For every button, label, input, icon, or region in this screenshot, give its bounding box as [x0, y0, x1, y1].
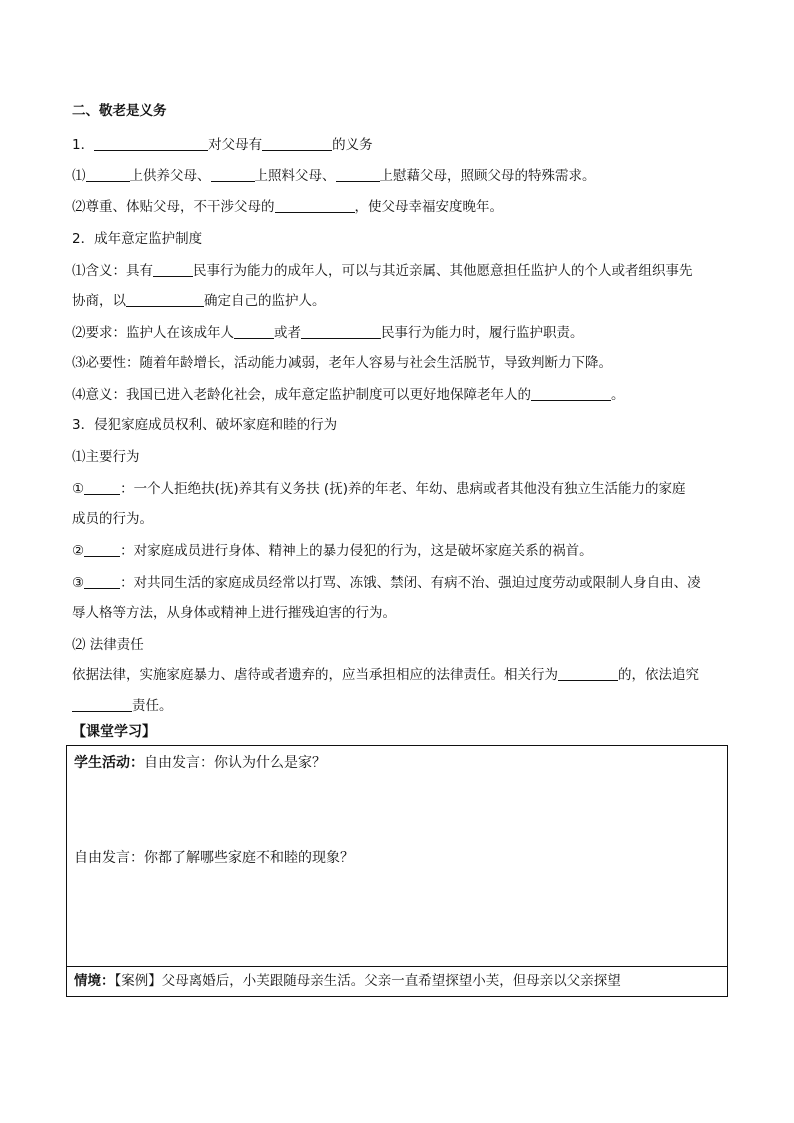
scenario-label: 情境： — [74, 973, 115, 989]
blank[interactable] — [234, 324, 274, 339]
blank[interactable] — [86, 167, 130, 182]
item-2: 2．成年意定监护制度 — [72, 231, 203, 247]
text: 的，依法追究 — [618, 667, 699, 683]
label: ② — [72, 543, 85, 559]
text: 或者 — [274, 325, 301, 341]
label: ⑴ — [72, 168, 86, 184]
blank[interactable] — [262, 136, 332, 151]
blank[interactable] — [558, 666, 618, 681]
item-2-1-cont — [72, 292, 732, 310]
item-3-1: ⑴主要行为 — [72, 449, 140, 465]
text: 依据法律，实施家庭暴力、虐待或者遗弃的，应当承担相应的法律责任。相关行为 — [72, 667, 558, 683]
text: 。 — [611, 387, 625, 403]
class-header: 【课堂学习】 — [72, 724, 156, 740]
item-3-2: ⑵ 法律责任 — [72, 637, 144, 653]
text: 民事行为能力的成年人，可以与其近亲属、其他愿意担任监护人的个人或者组织事先 — [193, 263, 693, 279]
blank[interactable] — [301, 324, 381, 339]
item-2-1 — [72, 262, 732, 280]
blank[interactable] — [72, 697, 132, 712]
blank[interactable] — [153, 262, 193, 277]
item-3: 3．侵犯家庭成员权利、破坏家庭和睦的行为 — [72, 417, 338, 433]
item-3-1-c — [72, 574, 732, 592]
scenario-text: 【案例】父母离婚后，小芙跟随母亲生活。父亲一直希望探望小芙，但母亲以父亲探望 — [114, 973, 621, 989]
item-3-1-b — [72, 542, 732, 560]
text: ：一个人拒绝扶(抚)养其有义务扶 (抚)养的年老、年幼、患病或者其他没有独立生活能力的家庭 — [120, 481, 686, 497]
activity-q1 — [74, 754, 326, 772]
text: ⑴含义：具有 — [72, 263, 153, 279]
blank[interactable] — [84, 480, 120, 495]
text: ⑵尊重、体贴父母，不干涉父母的 — [72, 199, 275, 215]
activity-question: 自由发言：你认为什么是家？ — [144, 755, 326, 771]
item-1-1 — [72, 167, 732, 185]
item-3-2-b — [72, 697, 732, 715]
text: ：对共同生活的家庭成员经常以打骂、冻饿、禁闭、有病不治、强迫过度劳动或限制人身自由、凌 — [120, 575, 701, 591]
item-1-number: 1． — [72, 137, 95, 153]
item-1-text: 对父母有 — [208, 137, 263, 153]
blank[interactable] — [211, 167, 255, 182]
label: ③ — [72, 575, 85, 591]
text: 协商，以 — [72, 293, 126, 309]
activity-label: 学生活动： — [74, 755, 144, 771]
text: ⑷意义：我国已进入老龄化社会，成年意定监护制度可以更好地保障老年人的 — [72, 387, 531, 403]
blank[interactable] — [336, 167, 380, 182]
item-1-2 — [72, 198, 732, 216]
text: 上照料父母、 — [254, 168, 336, 184]
blank[interactable] — [84, 574, 120, 589]
scenario-line — [74, 972, 621, 990]
text: 责任。 — [132, 698, 173, 714]
text: ：对家庭成员进行身体、精神上的暴力侵犯的行为，这是破坏家庭关系的祸首。 — [120, 543, 593, 559]
text: ⑵要求：监护人在该成年人 — [72, 325, 234, 341]
blank[interactable] — [126, 292, 204, 307]
activity-box — [66, 745, 728, 997]
item-3-1-a — [72, 480, 732, 498]
blank[interactable] — [275, 198, 355, 213]
text: 民事行为能力时，履行监护职责。 — [381, 325, 584, 341]
blank[interactable] — [94, 136, 208, 151]
activity-q2: 自由发言：你都了解哪些家庭不和睦的现象？ — [74, 850, 354, 866]
blank[interactable] — [531, 386, 611, 401]
item-2-4 — [72, 386, 732, 404]
text: 上供养父母、 — [129, 168, 211, 184]
divider — [67, 966, 727, 967]
item-1 — [72, 136, 732, 154]
item-3-1-c-cont: 辱人格等方法，从身体或精神上进行摧残迫害的行为。 — [72, 605, 396, 621]
item-3-2-a — [72, 666, 732, 684]
item-2-3: ⑶必要性：随着年龄增长，活动能力减弱，老年人容易与社会生活脱节，导致判断力下降。 — [72, 355, 612, 371]
label: ① — [72, 481, 85, 497]
text: ，使父母幸福安度晚年。 — [354, 199, 503, 215]
item-3-1-a-cont: 成员的行为。 — [72, 511, 153, 527]
item-2-2 — [72, 324, 732, 342]
text: 上慰藉父母，照顾父母的特殊需求。 — [379, 168, 596, 184]
text: 确定自己的监护人。 — [204, 293, 326, 309]
blank[interactable] — [84, 542, 120, 557]
item-1-text: 的义务 — [332, 137, 373, 153]
section-title: 二、敬老是义务 — [72, 103, 167, 119]
